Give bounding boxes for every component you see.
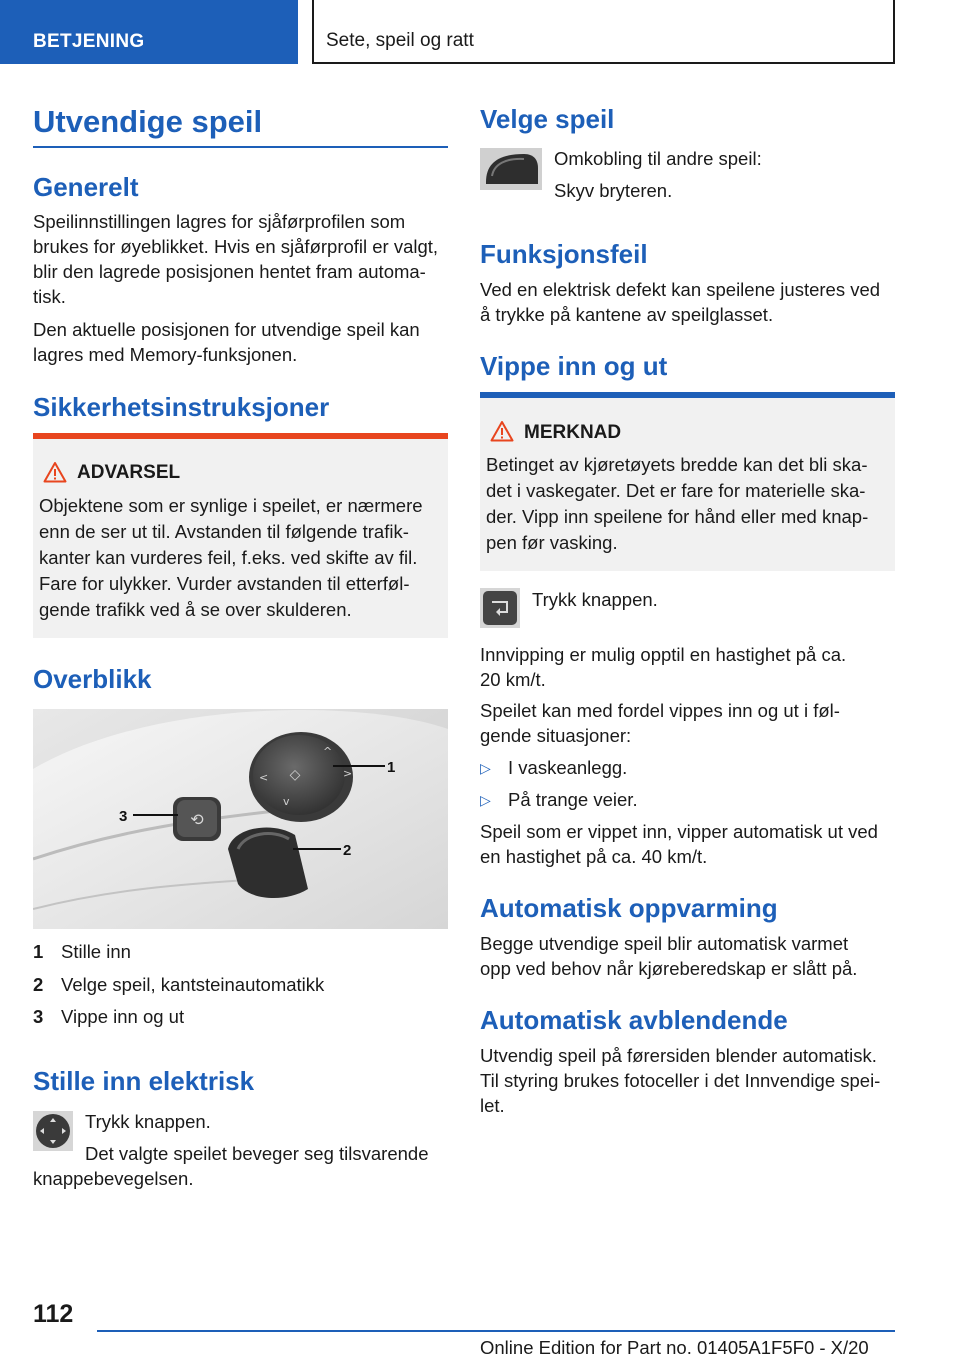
header-chapter-tab bbox=[312, 0, 895, 64]
heading-sikkerhet: Sikkerhetsinstruksjoner bbox=[33, 392, 330, 422]
notice-triangle-icon bbox=[490, 420, 514, 442]
text-line: å trykke på kantene av speilglasset. bbox=[480, 304, 774, 325]
legend-num-3: 3 bbox=[33, 1006, 44, 1027]
text-line: Utvendig speil på førersiden blender automatisk. bbox=[480, 1045, 877, 1066]
paragraph-vippe-1 bbox=[480, 642, 846, 692]
svg-text:^: ^ bbox=[323, 745, 333, 758]
paragraph-generelt-1 bbox=[33, 209, 438, 309]
text-line: Betinget av kjøretøyets bredde kan det bli ska- bbox=[486, 454, 868, 475]
callout-3: 3 bbox=[119, 808, 128, 825]
text-line: Innvipping er mulig opptil en hastighet på ca. bbox=[480, 644, 847, 665]
text-line: Til styring brukes fotoceller i det Innvendige spei- bbox=[480, 1070, 881, 1091]
header-section-tab bbox=[0, 0, 298, 64]
legend-label-2: Velge speil, kantsteinautomatikk bbox=[61, 974, 325, 995]
legend-label-3: Vippe inn og ut bbox=[61, 1006, 185, 1027]
legend-label-1: Stille inn bbox=[61, 941, 131, 962]
svg-text:⟲: ⟲ bbox=[190, 810, 204, 829]
svg-text:>: > bbox=[343, 767, 353, 780]
svg-text:<: < bbox=[259, 771, 269, 784]
heading-oppvarming: Automatisk oppvarming bbox=[480, 893, 778, 923]
text-line: let. bbox=[480, 1095, 505, 1116]
vippe-button-text: Trykk knappen. bbox=[532, 589, 658, 610]
bullet-marker-icon: ▷ bbox=[480, 792, 491, 808]
text-line: gende trafikk ved å se over skulderen. bbox=[39, 599, 352, 620]
text-line: pen før vasking. bbox=[486, 532, 618, 553]
bullet-item-1: I vaskeanlegg. bbox=[508, 757, 628, 778]
page-number: 112 bbox=[33, 1300, 74, 1328]
text-line: kanter kan vurderes feil, f.eks. ved skifte av fil. bbox=[39, 547, 418, 568]
page-title: Utvendige speil bbox=[33, 104, 263, 139]
text-line: 20 km/t. bbox=[480, 669, 546, 690]
paragraph-funksjonsfeil bbox=[480, 277, 880, 327]
legend-num-2: 2 bbox=[33, 974, 44, 995]
legend-num-1: 1 bbox=[33, 941, 44, 962]
note-box bbox=[480, 398, 895, 571]
warning-box bbox=[33, 439, 448, 638]
heading-vippe: Vippe inn og ut bbox=[480, 351, 668, 381]
text-line: Fare for ulykker. Vurder avstanden til etterføl- bbox=[39, 573, 410, 594]
footer-rule bbox=[97, 1330, 895, 1332]
footer-edition: Online Edition for Part no. 01405A1F5F0 - X/20 bbox=[480, 1337, 869, 1358]
note-text bbox=[486, 452, 868, 556]
text-line: brukes for øyeblikket. Hvis en sjåførprofil er valgt, bbox=[33, 236, 439, 257]
mirror-control-photo bbox=[33, 709, 448, 929]
velge-line-1: Omkobling til andre speil: bbox=[554, 148, 762, 169]
text-line: opp ved behov når kjøreberedskap er slått på. bbox=[480, 958, 858, 979]
paragraph-oppvarming bbox=[480, 931, 857, 981]
mirror-joystick-icon bbox=[33, 1111, 73, 1151]
text-line: Speilet kan med fordel vippes inn og ut i føl- bbox=[480, 700, 840, 721]
warning-text bbox=[39, 493, 423, 623]
velge-line-2: Skyv bryteren. bbox=[554, 180, 673, 201]
heading-stille-inn: Stille inn elektrisk bbox=[33, 1066, 255, 1096]
text-line: Begge utvendige speil blir automatisk varmet bbox=[480, 933, 849, 954]
mirror-control-illustration bbox=[33, 709, 448, 929]
header-section-label: BETJENING bbox=[33, 31, 145, 52]
fold-mirror-button-icon bbox=[480, 588, 520, 628]
stille-inn-line-2: Det valgte speilet beveger seg tilsvarende bbox=[85, 1143, 429, 1164]
text-line: Den aktuelle posisjonen for utvendige speil kan bbox=[33, 319, 420, 340]
text-line: Objektene som er synlige i speilet, er nærmere bbox=[39, 495, 423, 516]
text-line: det i vaskegater. Det er fare for materielle ska- bbox=[486, 480, 866, 501]
heading-generelt: Generelt bbox=[33, 172, 139, 202]
text-line: Speilinnstillingen lagres for sjåførprofilen som bbox=[33, 211, 406, 232]
text-line: en hastighet på ca. 40 km/t. bbox=[480, 846, 708, 867]
text-line: der. Vipp inn speilene for hånd eller med knap- bbox=[486, 506, 869, 527]
warning-title: ADVARSEL bbox=[77, 462, 181, 483]
heading-velge-speil: Velge speil bbox=[480, 104, 615, 134]
mirror-selector-icon bbox=[480, 148, 542, 190]
title-rule bbox=[33, 146, 448, 148]
paragraph-avblendende bbox=[480, 1043, 880, 1118]
heading-funksjonsfeil: Funksjonsfeil bbox=[480, 239, 648, 269]
bullet-item-2: På trange veier. bbox=[508, 789, 638, 810]
callout-2: 2 bbox=[343, 842, 352, 859]
text-line: Speil som er vippet inn, vipper automatisk ut ved bbox=[480, 821, 878, 842]
paragraph-vippe-3 bbox=[480, 819, 878, 869]
warning-triangle-icon bbox=[43, 461, 67, 483]
stille-inn-line-1: Trykk knappen. bbox=[85, 1111, 211, 1132]
stille-inn-line-3: knappebevegelsen. bbox=[33, 1168, 194, 1189]
callout-1: 1 bbox=[387, 759, 396, 776]
bullet-marker-icon: ▷ bbox=[480, 760, 491, 776]
paragraph-generelt-2 bbox=[33, 317, 420, 367]
header-chapter-label: Sete, speil og ratt bbox=[326, 30, 474, 51]
heading-overblikk: Overblikk bbox=[33, 664, 152, 694]
note-title: MERKNAD bbox=[524, 422, 622, 443]
svg-text:v: v bbox=[283, 795, 290, 808]
svg-text:◇: ◇ bbox=[289, 767, 301, 783]
text-line: lagres med Memory-funksjonen. bbox=[33, 344, 298, 365]
text-line: enn de ser ut til. Avstanden til følgende trafik- bbox=[39, 521, 409, 542]
heading-avblendende: Automatisk avblendende bbox=[480, 1005, 788, 1035]
text-line: Ved en elektrisk defekt kan speilene justeres ved bbox=[480, 279, 881, 300]
paragraph-vippe-2 bbox=[480, 698, 840, 748]
text-line: blir den lagrede posisjonen hentet fram automa- bbox=[33, 261, 426, 282]
text-line: gende situasjoner: bbox=[480, 725, 632, 746]
text-line: tisk. bbox=[33, 286, 66, 307]
